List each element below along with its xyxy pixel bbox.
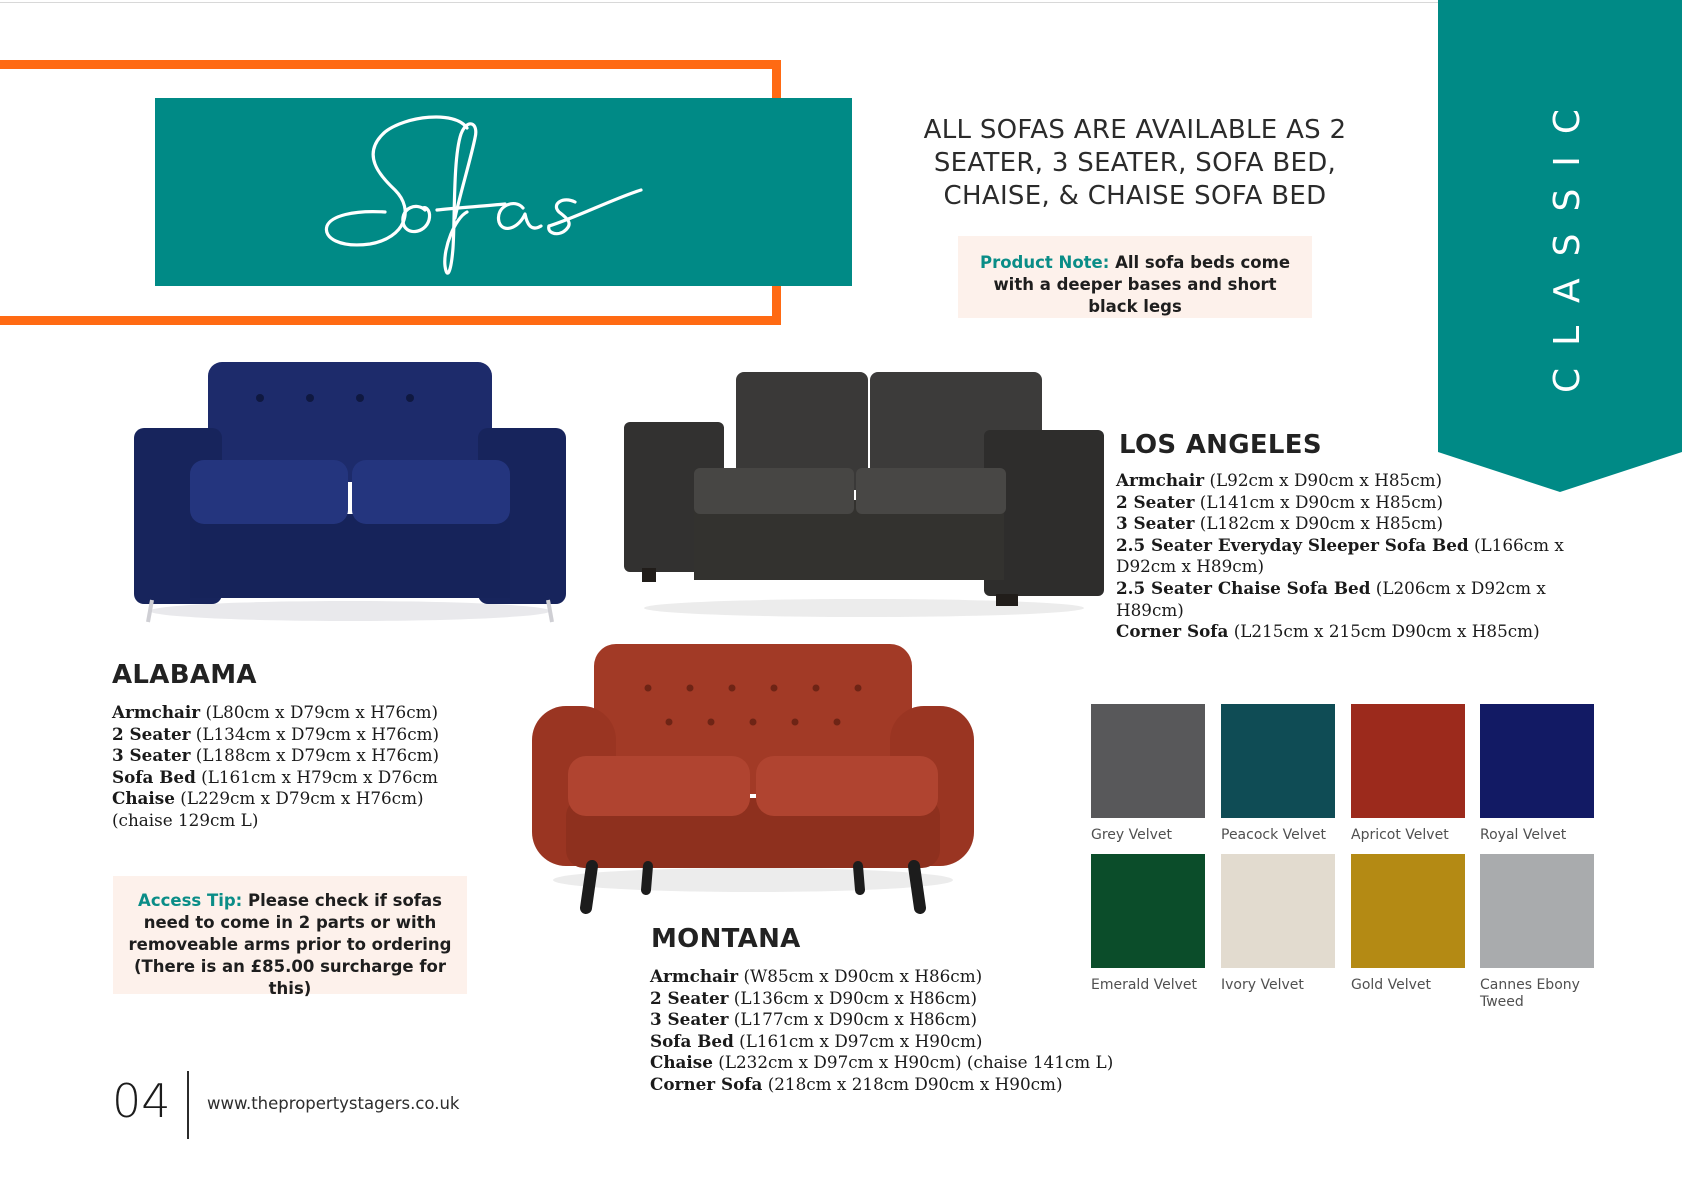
sofas-script-title: [155, 98, 852, 286]
swatch-label: Apricot Velvet: [1351, 827, 1449, 843]
spec-line: Sofa Bed (L161cm x H79cm x D76cm: [112, 766, 438, 787]
swatch-label: Gold Velvet: [1351, 977, 1432, 993]
alabama-sofa-image: [130, 356, 570, 626]
los-angeles-sofa-image: [624, 370, 1104, 620]
page-number: 04: [112, 1074, 171, 1128]
swatch-label: Peacock Velvet: [1221, 827, 1327, 843]
access-tip: [113, 876, 467, 998]
montana-title: MONTANA: [651, 924, 801, 954]
spec-line: Chaise (L229cm x D79cm x H76cm) (chaise 129cm L): [112, 788, 424, 830]
swatch-apricot-velvet: [1351, 704, 1465, 818]
los-angeles-title: LOS ANGELES: [1119, 430, 1322, 460]
product-note-label: Product Note:: [979, 253, 1110, 272]
access-tip-label: Access Tip:: [138, 891, 243, 910]
spec-line: 2.5 Seater Everyday Sleeper Sofa Bed (L166cm x D92cm x H89cm): [1116, 534, 1564, 577]
los-angeles-specs: [1116, 470, 1586, 643]
swatch-gold-velvet: [1351, 854, 1465, 968]
access-tip-text: Please check if sofas need to come in 2 parts or with removeable arms prior to ordering: [128, 891, 452, 954]
product-note: [958, 236, 1312, 318]
swatch-label: Cannes Ebony Tweed: [1480, 977, 1580, 1010]
spec-line: 3 Seater (L177cm x D90cm x H86cm): [650, 1009, 978, 1030]
swatch-cannes-ebony-tweed: [1480, 854, 1594, 968]
spec-line: Sofa Bed (L161cm x D97cm x H90cm): [650, 1030, 983, 1051]
swatch-label: Ivory Velvet: [1221, 977, 1304, 993]
spec-line: Chaise (L232cm x D97cm x H90cm) (chaise 141cm L): [650, 1052, 1114, 1073]
surcharge-note: (There is an £85.00 surcharge for this): [134, 957, 446, 998]
swatch-royal-velvet: [1480, 704, 1594, 818]
swatch-grey-velvet: [1091, 704, 1205, 818]
title-banner: [155, 98, 852, 286]
swatch-label: Emerald Velvet: [1091, 977, 1198, 993]
montana-specs: [650, 966, 1120, 1096]
spec-line: 3 Seater (L182cm x D90cm x H85cm): [1116, 513, 1444, 534]
spec-line: Armchair (L92cm x D90cm x H85cm): [1116, 470, 1443, 490]
spec-line: 2.5 Seater Chaise Sofa Bed (L206cm x D92cm x H89cm): [1116, 577, 1546, 620]
website-link[interactable]: www.thepropertystagers.co.uk: [207, 1094, 460, 1113]
swatch-label: Royal Velvet: [1480, 827, 1567, 843]
spec-line: Armchair (L80cm x D79cm x H76cm): [112, 702, 439, 722]
svg-text:CLASSIC: CLASSIC: [1547, 86, 1588, 394]
availability-intro: ALL SOFAS ARE AVAILABLE AS 2 SEATER, 3 SEATER, SOFA BED, CHAISE, & CHAISE SOFA BED: [923, 115, 1347, 211]
classic-ribbon-label: [1540, 80, 1598, 400]
alabama-specs: [112, 702, 452, 832]
spec-line: Corner Sofa (L215cm x 215cm D90cm x H85cm): [1116, 621, 1540, 642]
footer-divider: [187, 1071, 189, 1139]
swatch-ivory-velvet: [1221, 854, 1335, 968]
product-note-text: All sofa beds come with a deeper bases and short black legs: [993, 253, 1291, 316]
swatch-emerald-velvet: [1091, 854, 1205, 968]
spec-line: Corner Sofa (218cm x 218cm D90cm x H90cm): [650, 1073, 1063, 1094]
spec-line: Armchair (W85cm x D90cm x H86cm): [650, 966, 983, 986]
swatch-peacock-velvet: [1221, 704, 1335, 818]
spec-line: 2 Seater (L136cm x D90cm x H86cm): [650, 987, 978, 1008]
spec-line: 2 Seater (L134cm x D79cm x H76cm): [112, 723, 440, 744]
alabama-title: ALABAMA: [112, 660, 257, 690]
swatch-label: Grey Velvet: [1091, 827, 1173, 843]
spec-line: 3 Seater (L188cm x D79cm x H76cm): [112, 745, 440, 766]
spec-line: 2 Seater (L141cm x D90cm x H85cm): [1116, 491, 1444, 512]
montana-sofa-image: [530, 640, 976, 920]
top-rule: [0, 2, 1682, 3]
